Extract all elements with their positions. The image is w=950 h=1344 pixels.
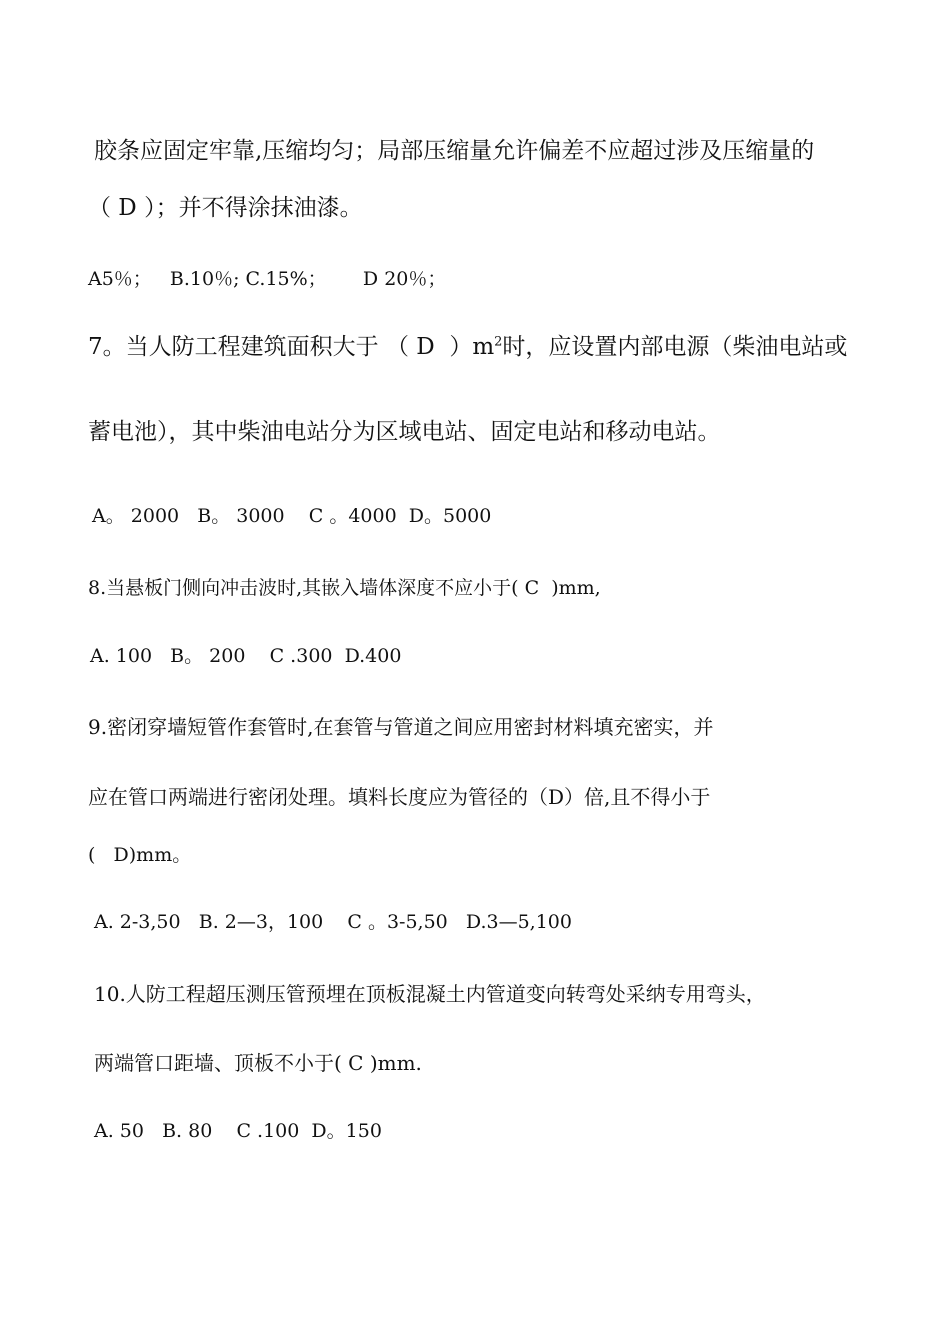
q7-text-line-1-part-a: 7。当人防工程建筑面积大于 （ D ）m [88,334,495,360]
q10-text-line-2: 两端管口距墙、顶板不小于( C )mm. [94,1051,422,1075]
q9-options: A. 2-3,50 B. 2—3，100 C 。3-5,50 D.3—5,100 [94,911,572,933]
q7-options: A。 2000 B。 3000 C 。4000 D。5000 [92,505,492,527]
q10-text-line-1: 10.人防工程超压测压管预埋在顶板混凝土内管道变向转弯处采纳专用弯头， [94,982,766,1006]
q9-text-line-2: 应在管口两端进行密闭处理。填料长度应为管径的（D）倍,且不得小于 [88,785,711,809]
q7-text-line-2: 蓄电池），其中柴油电站分为区域电站、固定电站和移动电站。 [88,419,721,445]
q6-text-line-2: （ D ）；并不得涂抹油漆。 [88,195,363,221]
q10-options: A. 50 B. 80 C .100 D。150 [94,1120,382,1142]
q6-options: A5％； B.10％; C.15%； D 20％； [88,268,447,290]
q6-text-line-1: 胶条应固定牢靠,压缩均匀；局部压缩量允许偏差不应超过涉及压缩量的 [94,138,815,164]
q9-text-line-3: ( D)mm。 [88,844,192,866]
q7-text-line-1-part-b: 时，应设置内部电源（柴油电站或 [502,334,848,360]
q7-text-line-1 [88,336,847,359]
q7-superscript: 2 [494,334,503,350]
q8-text-line-1: 8.当悬板门侧向冲击波时,其嵌入墙体深度不应小于( C )mm, [88,577,601,599]
q8-options: A. 100 B。 200 C .300 D.400 [90,645,402,667]
q9-text-line-1: 9.密闭穿墙短管作套管时,在套管与管道之间应用密封材料填充密实，并 [88,715,714,739]
